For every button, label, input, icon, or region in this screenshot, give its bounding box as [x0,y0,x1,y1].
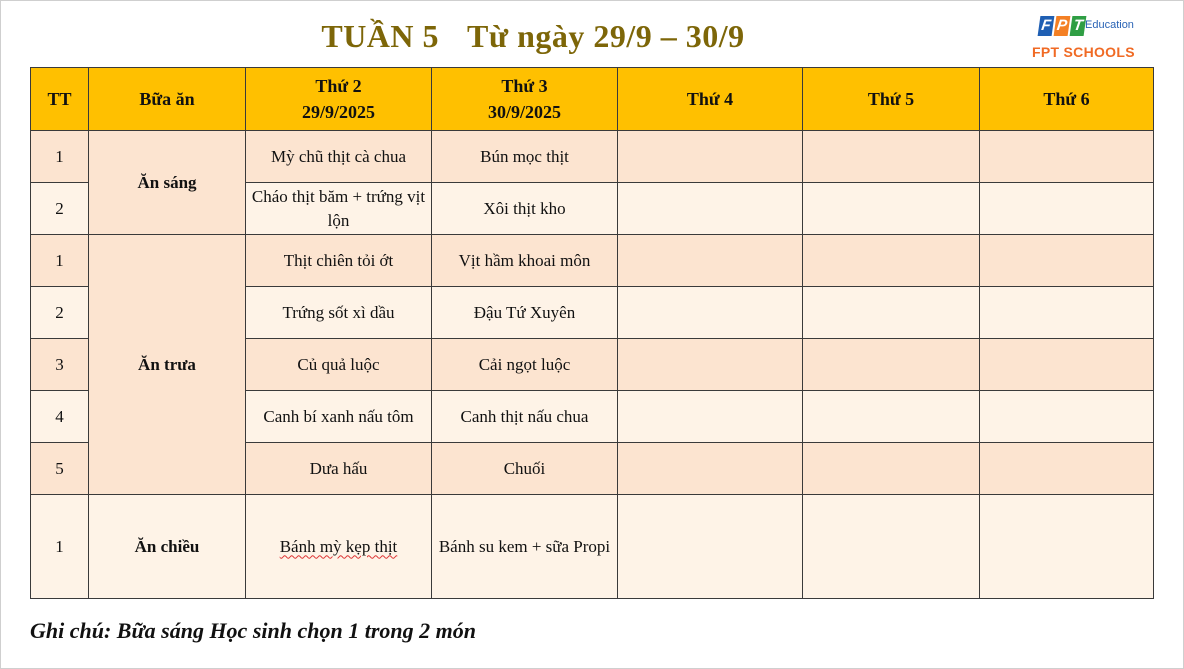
page-title [0,18,1066,55]
dish-mon: Thịt chiên tỏi ớt [246,235,432,287]
dish-fri [980,339,1154,391]
footnote: Ghi chú: Bữa sáng Học sinh chọn 1 trong 2 món [30,618,476,643]
dish-fri [980,183,1154,235]
dish-fri [980,131,1154,183]
dish-wed [618,391,803,443]
dish-fri [980,287,1154,339]
dish-wed [618,131,803,183]
logo-education-text: Education [1085,19,1134,31]
day-name: Thứ 3 [501,76,548,96]
row-number: 3 [31,339,89,391]
dish-wed [618,339,803,391]
logo-schools-text: FPT SCHOOLS [1032,44,1135,60]
dish-text: Bánh su kem + sữa Propi [438,536,611,556]
day-date: 30/9/2025 [487,102,561,122]
row-number: 1 [31,235,89,287]
header-row [31,68,1154,131]
row-number: 1 [31,131,89,183]
menu-table [30,67,1154,599]
header-day-thu: Thứ 5 [803,68,980,131]
row-number: 1 [31,495,89,599]
meal-breakfast: Ăn sáng [89,131,246,235]
dish-wed [618,495,803,599]
header-day-wed: Thứ 4 [618,68,803,131]
dish-thu [803,339,980,391]
dish-wed [618,235,803,287]
dish-tue [432,495,618,599]
fpt-logo [1032,14,1152,64]
dish-tue: Canh thịt nấu chua [432,391,618,443]
dish-tue: Xôi thịt kho [432,183,618,235]
dish-thu [803,183,980,235]
row-number: 4 [31,391,89,443]
dish-mon: Củ quả luộc [246,339,432,391]
dish-fri [980,391,1154,443]
dish-thu [803,443,980,495]
date-range: Từ ngày 29/9 – 30/9 [467,18,745,54]
logo-letter-f: F [1038,16,1055,36]
meal-lunch: Ăn trưa [89,235,246,495]
dish-thu [803,131,980,183]
dish-tue: Bún mọc thịt [432,131,618,183]
dish-fri [980,495,1154,599]
dish-mon: Dưa hấu [246,443,432,495]
header-tt: TT [31,68,89,131]
header-meal: Bữa ăn [89,68,246,131]
dish-wed [618,183,803,235]
dish-wed [618,443,803,495]
header-day-mon [246,68,432,131]
day-name: Thứ 2 [315,76,362,96]
row-number: 5 [31,443,89,495]
dish-thu [803,495,980,599]
dish-fri [980,235,1154,287]
dish-tue: Chuối [432,443,618,495]
dish-mon [246,495,432,599]
table-row [31,235,1154,287]
dish-mon: Trứng sốt xì dầu [246,287,432,339]
meal-afternoon: Ăn chiều [89,495,246,599]
dish-tue: Vịt hầm khoai môn [432,235,618,287]
header-day-tue [432,68,618,131]
table-row [31,495,1154,599]
dish-tue: Đậu Tứ Xuyên [432,287,618,339]
header-day-fri: Thứ 6 [980,68,1154,131]
week-label: TUẦN 5 [321,18,440,54]
dish-wed [618,287,803,339]
dish-mon: Canh bí xanh nấu tôm [246,391,432,443]
dish-fri [980,443,1154,495]
logo-letter-p: P [1054,16,1071,36]
row-number: 2 [31,287,89,339]
table-row [31,131,1154,183]
dish-thu [803,287,980,339]
day-date: 29/9/2025 [301,102,375,122]
dish-text: Bánh mỳ kẹp thịt [279,536,398,556]
dish-mon: Cháo thịt băm + trứng vịt lộn [246,183,432,235]
row-number: 2 [31,183,89,235]
logo-letter-t: T [1070,16,1087,36]
dish-mon: Mỳ chũ thịt cà chua [246,131,432,183]
dish-thu [803,235,980,287]
dish-thu [803,391,980,443]
dish-tue: Cải ngọt luộc [432,339,618,391]
